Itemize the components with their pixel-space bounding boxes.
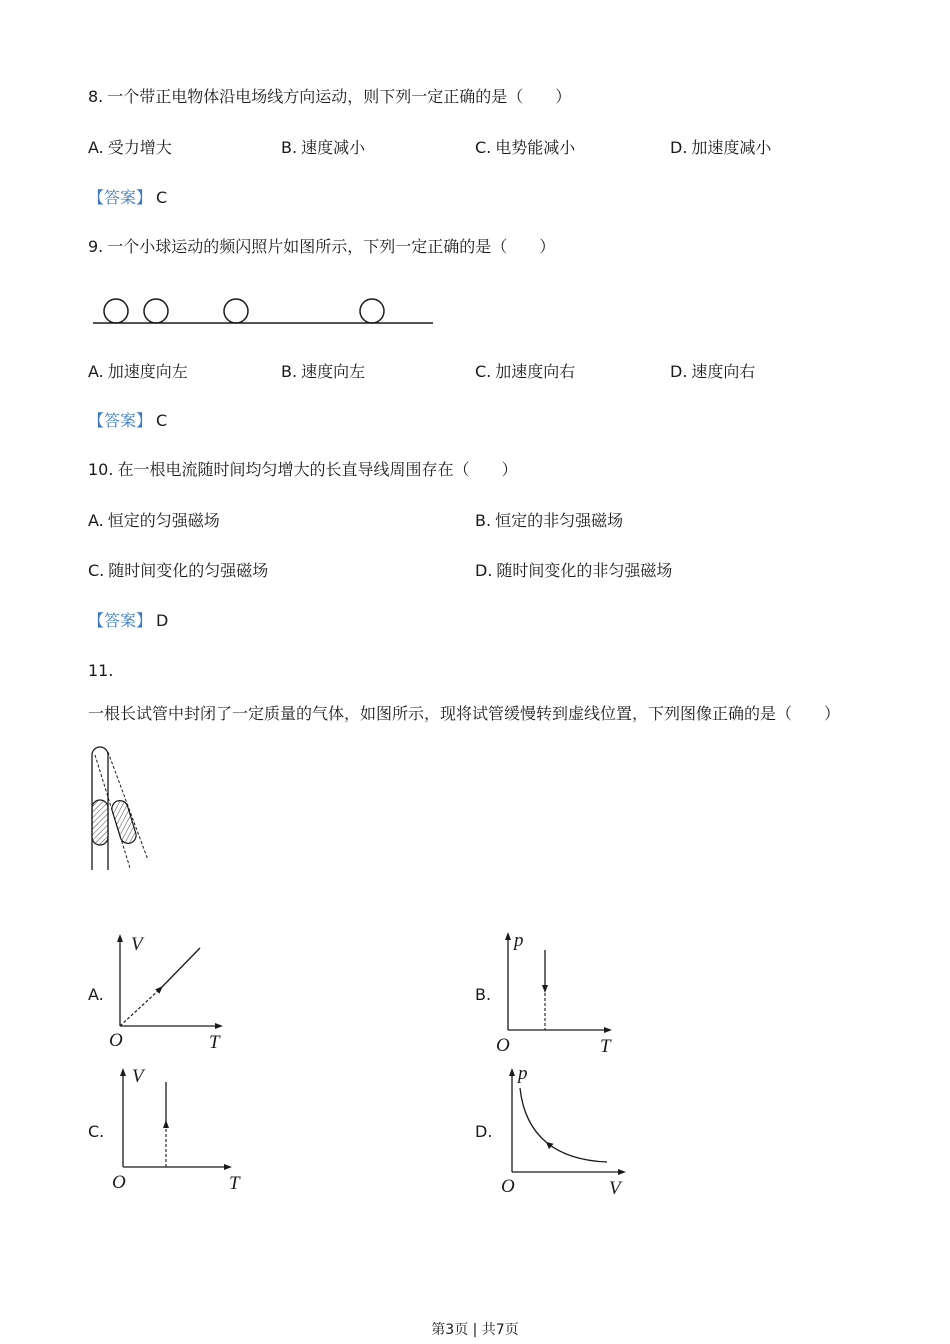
q9-option-d: D. 速度向右 bbox=[670, 362, 756, 381]
x-axis-label: T bbox=[209, 1032, 220, 1053]
question-11-stem bbox=[88, 649, 862, 735]
x-axis-arrow bbox=[215, 1023, 223, 1029]
q8-answer bbox=[88, 187, 167, 209]
q8-option-c: C. 电势能减小 bbox=[475, 138, 576, 157]
question-text: 在一根电流随时间均匀增大的长直导线周围存在（ ） bbox=[117, 460, 518, 479]
question-8-stem bbox=[88, 86, 571, 108]
q11-option-b-label: B. bbox=[475, 985, 492, 1004]
y-axis-label: V bbox=[132, 1066, 144, 1087]
test-tube-figure bbox=[85, 740, 155, 875]
y-axis-arrow bbox=[505, 932, 511, 940]
ball-4 bbox=[360, 299, 384, 323]
question-10-options-row-2 bbox=[0, 560, 950, 582]
q10-option-a: A. 恒定的匀强磁场 bbox=[88, 511, 220, 530]
question-number: 11. bbox=[88, 661, 114, 680]
q8-option-a: A. 受力增大 bbox=[88, 138, 172, 157]
q9-option-b: B. 速度向左 bbox=[281, 362, 366, 381]
q10-option-c: C. 随时间变化的匀强磁场 bbox=[88, 561, 269, 580]
q11-graph-c bbox=[105, 1060, 250, 1195]
x-axis-label: V bbox=[609, 1178, 621, 1199]
q11-option-d-label: D. bbox=[475, 1122, 493, 1141]
q8-option-d: D. 加速度减小 bbox=[670, 138, 772, 157]
strobe-photo-figure bbox=[88, 290, 438, 330]
q10-option-d: D. 随时间变化的非匀强磁场 bbox=[475, 561, 673, 580]
origin-label: O bbox=[112, 1172, 126, 1193]
answer-label: 【答案】 bbox=[88, 411, 153, 430]
y-axis-arrow bbox=[117, 934, 123, 942]
answer-value: C bbox=[156, 411, 168, 430]
q10-option-b: B. 恒定的非匀强磁场 bbox=[475, 511, 624, 530]
question-10-options-row-1 bbox=[0, 510, 950, 532]
y-axis-arrow bbox=[120, 1068, 126, 1076]
q9-option-c: C. 加速度向右 bbox=[475, 362, 576, 381]
isotherm-curve bbox=[520, 1088, 607, 1162]
answer-label: 【答案】 bbox=[88, 188, 153, 207]
question-8-options bbox=[0, 137, 950, 159]
q11-option-a-label: A. bbox=[88, 985, 104, 1004]
question-9-stem bbox=[88, 236, 555, 258]
y-axis-label: p bbox=[514, 930, 524, 951]
x-axis-label: T bbox=[600, 1036, 611, 1057]
x-axis-arrow bbox=[224, 1164, 232, 1170]
process-arrow bbox=[542, 985, 548, 993]
q11-option-c-label: C. bbox=[88, 1122, 105, 1141]
q11-graph-a bbox=[105, 928, 235, 1053]
process-arrow bbox=[546, 1142, 554, 1149]
x-axis-label: T bbox=[229, 1173, 240, 1194]
process-line bbox=[161, 948, 200, 988]
x-axis-arrow bbox=[604, 1027, 612, 1033]
question-text: 一个带正电物体沿电场线方向运动，则下列一定正确的是（ ） bbox=[107, 87, 572, 106]
answer-value: D bbox=[156, 611, 169, 630]
q9-answer bbox=[88, 410, 167, 432]
ball-2 bbox=[144, 299, 168, 323]
page-footer: 第3页 | 共7页 bbox=[431, 1322, 519, 1338]
question-number: 9. bbox=[88, 237, 104, 256]
question-number: 8. bbox=[88, 87, 104, 106]
y-axis-arrow bbox=[509, 1068, 515, 1076]
ball-3 bbox=[224, 299, 248, 323]
q11-graph-d bbox=[495, 1060, 635, 1200]
dashed-extension bbox=[120, 989, 160, 1026]
origin-label: O bbox=[496, 1035, 510, 1056]
origin-label: O bbox=[501, 1176, 515, 1197]
y-axis-label: V bbox=[131, 934, 143, 955]
mercury-column bbox=[92, 800, 108, 845]
q11-graph-b bbox=[490, 925, 625, 1055]
x-axis-arrow bbox=[618, 1169, 626, 1175]
question-text: 一个小球运动的频闪照片如图所示，下列一定正确的是（ ） bbox=[107, 237, 556, 256]
q9-option-a: A. 加速度向左 bbox=[88, 362, 188, 381]
tilted-mercury-column bbox=[110, 799, 138, 846]
answer-value: C bbox=[156, 188, 168, 207]
question-10-stem bbox=[88, 459, 517, 481]
question-9-options bbox=[0, 361, 950, 383]
answer-label: 【答案】 bbox=[88, 611, 153, 630]
origin-label: O bbox=[109, 1030, 123, 1051]
ball-1 bbox=[104, 299, 128, 323]
question-text: 一根长试管中封闭了一定质量的气体，如图所示，现将试管缓慢转到虚线位置，下列图像正确的是（ ） bbox=[88, 704, 841, 723]
q8-option-b: B. 速度减小 bbox=[281, 138, 366, 157]
question-number: 10. bbox=[88, 460, 114, 479]
q10-answer bbox=[88, 610, 168, 632]
y-axis-label: p bbox=[518, 1063, 528, 1084]
